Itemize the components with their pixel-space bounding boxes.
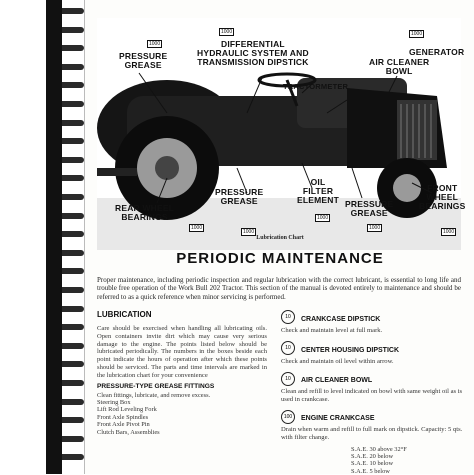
binder-coil: [62, 287, 84, 293]
binder-coil: [62, 324, 84, 330]
callout-front-wheel-bearings: FRONT WHEEL BEARINGS: [419, 183, 466, 211]
binder-coil: [62, 27, 84, 33]
interval-badge: 10: [281, 372, 295, 386]
oil-grade: S.A.E. 5 below: [351, 467, 390, 475]
interval-tag: 1000: [443, 229, 455, 235]
service-item-crankcase-dipstick: [281, 308, 463, 335]
binder-coil: [62, 157, 84, 163]
oil-grade: S.A.E. 30 above 32°F: [351, 445, 407, 453]
service-heading: CRANKCASE DIPSTICK: [301, 316, 381, 323]
page-title: PERIODIC MAINTENANCE: [176, 250, 384, 267]
service-item-air-cleaner-bowl: [281, 369, 463, 403]
interval-tag: 1000: [243, 229, 255, 235]
oil-grade: S.A.E. 20 below: [351, 452, 394, 460]
list-item: Front Axle Pivot Pin: [97, 421, 150, 429]
binder-coil: [62, 454, 84, 460]
interval-tag: 1000: [149, 41, 161, 47]
binder-coil: [62, 306, 84, 312]
callout-pressure-grease-top: PRESSURE GREASE: [119, 51, 168, 70]
oil-grade: S.A.E. 10 below: [351, 460, 394, 468]
manual-page: [84, 0, 474, 474]
binder-coil: [62, 361, 84, 367]
binder-coil: [62, 250, 84, 256]
interval-badge: 100: [281, 410, 295, 424]
interval-tag: 1000: [221, 29, 233, 35]
callout-air-cleaner-bowl: AIR CLEANER BOWL: [369, 57, 430, 76]
binder-coil: [62, 45, 84, 51]
list-item: Lift Rod Leveling Fork: [97, 406, 157, 414]
binder-coil: [62, 101, 84, 107]
list-item: Front Axle Spindles: [97, 413, 149, 421]
callout-tractormeter: TRACTORMETER: [283, 82, 349, 91]
binder-coil: [62, 194, 84, 200]
interval-tag: 1000: [317, 215, 329, 221]
binder-coil: [62, 213, 84, 219]
service-item-center-housing-dipstick: [281, 339, 463, 366]
binder-coil: [62, 268, 84, 274]
callout-generator: GENERATOR: [409, 47, 465, 57]
lubrication-chart-figure: [97, 18, 466, 250]
binder-coil: [62, 399, 84, 405]
binder-spine: [46, 0, 62, 474]
lubrication-column: [97, 310, 267, 436]
binder-coil: [62, 64, 84, 70]
service-body: Clean and refill to level indicated on bowl with same weight oil as is used in crankcase.: [281, 388, 463, 403]
callout-oil-filter-element: OIL FILTER ELEMENT: [297, 177, 340, 205]
intro-paragraph: Proper maintenance, including periodic inspection and regular lubrication with the correct lubricant, is essential to long life and trouble free operation of the Work Bull 202 Tractor. This section of the manual is devoted entirely to maintenance and should be referred to as a quick reference when minor servicing is performed.: [97, 276, 461, 301]
lubrication-heading: LUBRICATION: [97, 310, 152, 319]
binder-coil: [62, 138, 84, 144]
list-item: Steering Box: [97, 398, 131, 406]
lubrication-body: Care should be exercised when handling all lubricating oils. Open containers invite dirt which may cause very serious damage to the engine. The points listed below should be lubricated periodically. The numbers in the boxes beside each point indicate the hours of operation after which these points should be serviced. The parts and time intervals are marked in the lubrication chart for your convenience: [97, 325, 267, 379]
binder-coil: [62, 343, 84, 349]
binder-coil: [62, 231, 84, 237]
service-heading: ENGINE CRANKCASE: [301, 415, 375, 423]
binder-coil: [62, 8, 84, 14]
callout-pressure-grease-low: PRESSURE GREASE: [345, 199, 394, 218]
interval-tag: 1000: [369, 225, 381, 231]
callout-rear-wheel-bearings: REAR WHEEL BEARINGS: [115, 203, 175, 222]
interval-tag: 1000: [191, 225, 203, 231]
binder-coil: [62, 417, 84, 423]
grease-fittings-heading: PRESSURE-TYPE GREASE FITTINGS: [97, 382, 215, 390]
figure-caption: Lubrication Chart: [256, 235, 304, 241]
callout-differential-dipstick: DIFFERENTIAL HYDRAULIC SYSTEM AND TRANSMISSION DIPSTICK: [197, 39, 309, 67]
service-item-engine-crankcase: [281, 407, 463, 475]
binder-coil: [62, 175, 84, 181]
service-body: Drain when warm and refill to full mark on dipstick. Capacity: 5 qts. with filter change.: [281, 426, 463, 441]
callout-pressure-grease-mid: PRESSURE GREASE: [215, 187, 264, 206]
service-heading: AIR CLEANER BOWL: [301, 377, 373, 385]
binder-coil: [62, 82, 84, 88]
grease-fittings-instruction: Clean fittings, lubricate, and remove excess.: [97, 391, 211, 399]
interval-badge: 10: [281, 341, 295, 355]
list-item: Clutch Bars, Assemblies: [97, 428, 160, 436]
service-body: Check and maintain level at full mark.: [281, 327, 383, 334]
binder-coil: [62, 120, 84, 126]
service-body: Check and maintain oil level within arrow.: [281, 357, 394, 365]
service-points-column: [281, 308, 463, 475]
binder-coil: [62, 436, 84, 442]
binder-coil: [62, 380, 84, 386]
service-heading: CENTER HOUSING DIPSTICK: [301, 346, 400, 354]
interval-badge: 10: [281, 310, 295, 324]
interval-tag: 1000: [411, 31, 423, 37]
